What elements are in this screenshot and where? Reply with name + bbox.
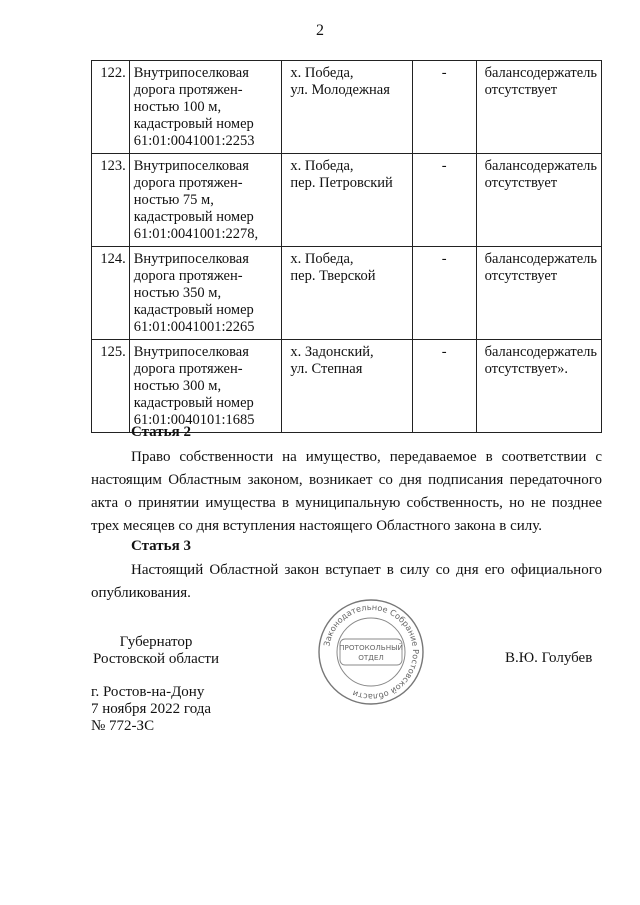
position-line-1: Губернатор bbox=[119, 634, 193, 650]
law-number: № 772-ЗС bbox=[91, 718, 155, 734]
stamp-inner-line-1: ПРОТОКОЛЬНЫЙ bbox=[339, 643, 403, 652]
place-date-number bbox=[91, 684, 211, 735]
object-description: Внутрипоселковая дорога протяжен- ностью 300 м, кадастровый номер 61:01:0040101:1685 bbox=[129, 340, 282, 433]
official-stamp bbox=[316, 597, 426, 707]
balance-holder: балансодержатель отсутствует bbox=[476, 154, 601, 247]
row-number: 125. bbox=[92, 340, 130, 433]
object-description: Внутрипоселковая дорога протяжен- ностью 350 м, кадастровый номер 61:01:0041001:2265 bbox=[129, 247, 282, 340]
empty-cell-dash: - bbox=[412, 247, 476, 340]
balance-holder: балансодержатель отсутствует bbox=[476, 247, 601, 340]
row-number: 122. bbox=[92, 61, 130, 154]
row-number: 124. bbox=[92, 247, 130, 340]
position-line-2: Ростовской области bbox=[93, 651, 219, 667]
article-3-title: Статья 3 bbox=[131, 538, 191, 554]
object-address: х. Задонский, ул. Степная bbox=[282, 340, 412, 433]
signatory-position bbox=[91, 634, 221, 668]
property-table bbox=[91, 60, 602, 433]
balance-holder: балансодержатель отсутствует». bbox=[476, 340, 601, 433]
object-address: х. Победа, ул. Молодежная bbox=[282, 61, 412, 154]
object-address: х. Победа, пер. Тверской bbox=[282, 247, 412, 340]
balance-holder: балансодержатель отсутствует bbox=[476, 61, 601, 154]
empty-cell-dash: - bbox=[412, 154, 476, 247]
table-row bbox=[92, 247, 602, 340]
empty-cell-dash: - bbox=[412, 340, 476, 433]
stamp-outer-text: Законодательное Собрание Ростовской области bbox=[321, 601, 422, 703]
signatory-name: В.Ю. Голубев bbox=[505, 650, 593, 666]
article-3-text: Настоящий Областной закон вступает в силу со дня его официального опубликования. bbox=[91, 562, 602, 601]
table-row bbox=[92, 61, 602, 154]
object-address: х. Победа, пер. Петровский bbox=[282, 154, 412, 247]
stamp-inner-line-2: ОТДЕЛ bbox=[358, 653, 384, 662]
article-2-title: Статья 2 bbox=[131, 424, 191, 440]
article-2-text: Право собственности на имущество, передаваемое в соответствии с настоящим Областным законом, возникает со дня подписания передаточного акта о принятии имущества в муниципальную собственность, но не позднее трех месяцев со дня вступления настоящего Областного закона в силу. bbox=[91, 449, 602, 534]
empty-cell-dash: - bbox=[412, 61, 476, 154]
object-description: Внутрипоселковая дорога протяжен- ностью 100 м, кадастровый номер 61:01:0041001:2253 bbox=[129, 61, 282, 154]
table-row bbox=[92, 154, 602, 247]
object-description: Внутрипоселковая дорога протяжен- ностью 75 м, кадастровый номер 61:01:0041001:2278, bbox=[129, 154, 282, 247]
date: 7 ноября 2022 года bbox=[91, 701, 212, 717]
row-number: 123. bbox=[92, 154, 130, 247]
table-row bbox=[92, 340, 602, 433]
page-number: 2 bbox=[316, 22, 324, 39]
city: г. Ростов-на-Дону bbox=[91, 684, 205, 700]
